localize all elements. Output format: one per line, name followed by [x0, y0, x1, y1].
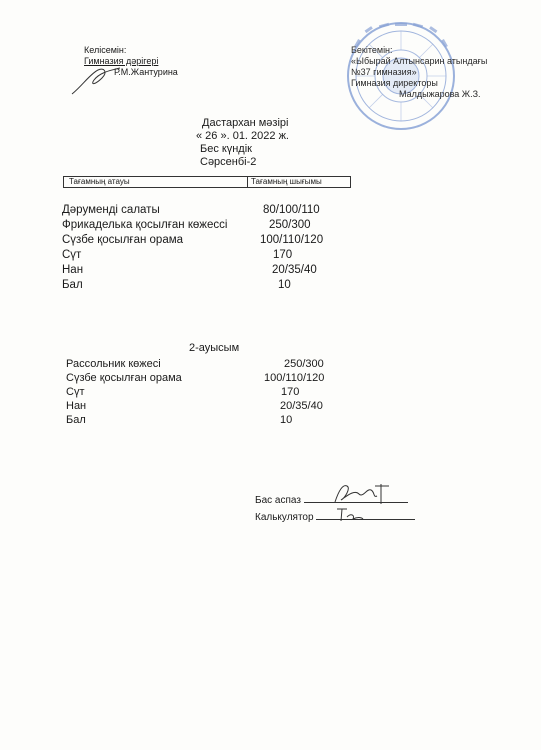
dish-name: Сүт: [66, 386, 85, 398]
dish-qty: 250/300: [269, 219, 311, 231]
dish-qty: 170: [273, 249, 293, 261]
calculator-label: Калькулятор: [255, 512, 314, 523]
shift2-list: [66, 357, 366, 427]
list-item: [62, 248, 362, 263]
approval-role: Гимназия директоры: [351, 78, 438, 88]
list-item: [66, 385, 366, 399]
dish-name: Дәруменді салаты: [62, 204, 160, 216]
dish-qty: 100/110/120: [260, 234, 324, 246]
agreement-heading: Келісемін:: [84, 45, 127, 55]
list-item: [62, 278, 362, 293]
menu-date: « 26 ». 01. 2022 ж.: [196, 130, 289, 142]
dish-qty: 80/100/110: [263, 204, 320, 216]
dish-name: Сүзбе қосылған орама: [66, 372, 182, 384]
approval-org-line2: №37 гимназия»: [351, 67, 417, 77]
dish-name: Бал: [66, 414, 86, 426]
list-item: [62, 203, 362, 218]
dish-qty: 10: [280, 414, 293, 426]
dish-name: Нан: [66, 400, 87, 412]
dish-name: Нан: [62, 264, 84, 276]
dish-name: Рассольник көжесі: [66, 358, 161, 370]
list-item: [66, 371, 366, 385]
agreement-role: Гимназия дәрігері: [84, 56, 159, 66]
dish-name: Фрикаделька қосылған көжессі: [62, 219, 228, 231]
table-header-name: Тағамның атауы: [64, 177, 248, 187]
table-header-yield: Тағамның шығымы: [251, 177, 322, 186]
menu-heading: [196, 117, 289, 169]
approval-block: [351, 45, 487, 100]
dish-qty: 170: [281, 386, 300, 398]
calculator-signature: [333, 505, 367, 525]
signature-block: [255, 492, 415, 526]
dish-qty: 250/300: [284, 358, 324, 370]
dish-qty: 100/110/120: [264, 372, 325, 384]
list-item: [66, 357, 366, 371]
shift2-title: 2-ауысым: [189, 342, 240, 354]
agreement-block: [84, 45, 178, 78]
chef-signature: [331, 480, 393, 508]
chef-label: Бас аспаз: [255, 495, 301, 506]
dish-name: Сүзбе қосылған орама: [62, 234, 184, 246]
approval-heading: Бекітемін:: [351, 45, 393, 55]
list-item: [62, 218, 362, 233]
menu-period: Бес күндік: [200, 143, 252, 155]
dish-qty: 20/35/40: [272, 264, 317, 276]
list-item: [62, 233, 362, 248]
list-item: [66, 399, 366, 413]
approval-name: Малдыжарова Ж.З.: [399, 89, 481, 99]
list-item: [62, 263, 362, 278]
list-item: [66, 413, 366, 427]
shift1-list: [62, 203, 362, 293]
dish-qty: 20/35/40: [280, 400, 323, 412]
table-header: [63, 176, 351, 188]
agreement-name: Р.М.Жантурина: [114, 67, 178, 77]
dish-qty: 10: [278, 279, 291, 291]
menu-day: Сәрсенбі-2: [200, 156, 257, 168]
approval-org-line1: «Ыбырай Алтынсарин атындағы: [351, 56, 488, 66]
dish-name: Бал: [62, 279, 83, 291]
dish-name: Сүт: [62, 249, 82, 261]
menu-title: Дастархан мәзірі: [202, 117, 289, 129]
